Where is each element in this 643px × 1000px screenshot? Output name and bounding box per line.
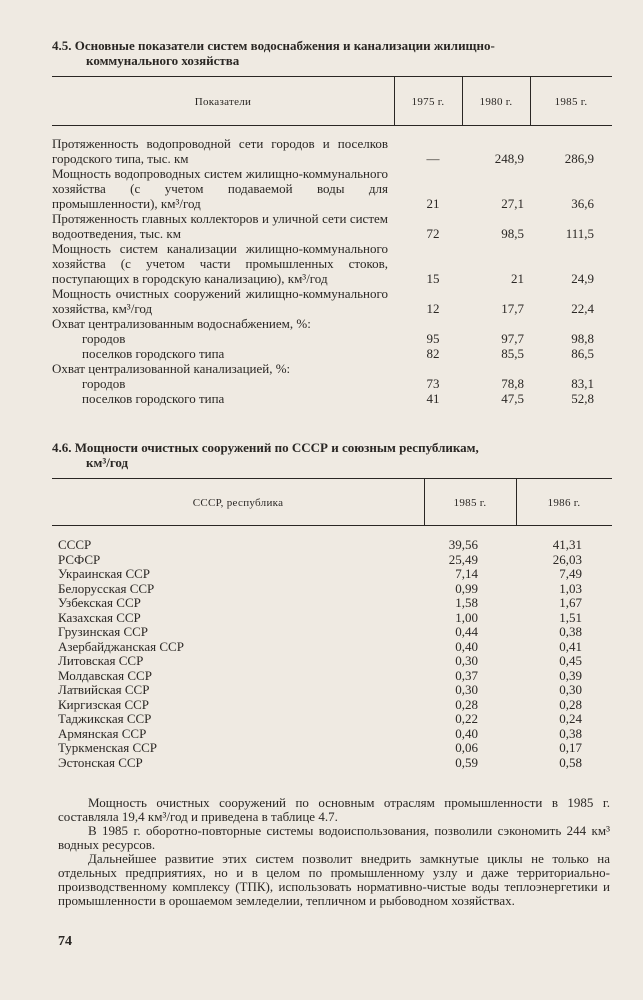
value-1986: 1,03 [559,580,582,596]
value-1986: 1,67 [559,595,582,610]
value-1985: 52,8 [571,391,594,406]
republic-name: СССР [58,537,92,552]
value-1985: 0,59 [455,754,478,770]
value-1985: 0,06 [455,740,478,755]
table-4-6-header-rule [52,525,612,526]
republic-name: Туркменская ССР [58,740,158,755]
value-1985: 36,6 [571,196,594,211]
table-row [52,166,612,211]
republic-name: Узбекская ССР [58,595,141,610]
republic-name: Казахская ССР [58,609,141,625]
value-1975: 73 [426,376,440,391]
value-1980: 248,9 [494,151,524,166]
republic-name: Литовская ССР [58,653,144,668]
value-1986: 1,51 [559,609,582,625]
value-1986: 26,03 [552,551,582,567]
row-label: поселков городского типа [82,391,225,406]
row-label: городов [82,376,126,391]
paragraph: Мощность очистных сооружений по основным отраслям промышленности в 1985 г. составляла 19,4 км³/год и приведена в таблице 4.7. [58,795,610,824]
value-1986: 7,49 [559,566,582,581]
table-4-5-header-rule [52,125,612,126]
table-4-6-title [52,440,612,470]
value-1985: 0,28 [455,696,478,712]
body-text [58,796,610,908]
value-1985: 1,00 [455,609,478,625]
value-1985: 7,14 [455,566,478,581]
republic-name: Киргизская ССР [58,696,150,712]
paragraph: Дальнейшее развитие этих систем позволит внедрить замкнутые циклы не только на отдельных предприятиях, но и в целом по промышленному узлу и даже территориально-производственному комплексу (ТПК), использовать нормативно-чистые воды теплоэнергетики и промышленности в орошаемом земледелии, тепличном и рыбоводном хозяйствах. [58,851,610,908]
table-row [58,756,598,771]
table-row [52,136,612,166]
row-label: Протяженность водопроводной сети городов и поселков городского типа, тыс. км [52,136,388,166]
value-1975: 12 [426,301,440,316]
value-1985: 1,58 [455,595,478,610]
table-4-5-header-1985: 1985 г. [554,96,588,108]
row-label: Мощность очистных сооружений жилищно-коммунального хозяйства, км³/год [52,286,388,316]
table-4-6-title-line1: Мощности очистных сооружений по СССР и союзным республикам, [74,440,479,455]
value-1985: 25,49 [448,551,478,567]
value-1980: 17,7 [501,301,524,316]
value-1986: 0,45 [559,653,582,668]
republic-name: Украинская ССР [58,566,151,581]
table-4-5-title [52,38,612,68]
value-1975: 72 [426,226,440,241]
table-4-5-header-1980: 1980 г. [479,96,513,108]
table-row [52,331,612,346]
value-1975: 41 [426,391,440,406]
paragraph: В 1985 г. оборотно-повторные системы водоиспользования, позволили сэкономить 244 км³ водных ресурсов. [58,823,610,852]
value-1985: 111,5 [565,226,594,241]
republic-name: Эстонская ССР [58,754,143,770]
table-row [58,669,598,684]
row-label: Мощность систем канализации жилищно-коммунального хозяйства (с учетом части промышленных стоков, поступающих в городскую канализацию), км³/год [52,241,388,286]
value-1980: 21 [511,271,524,286]
value-1975: 15 [426,271,440,286]
table-row [58,611,598,626]
table-row [58,741,598,756]
table-4-5-title-line1: Основные показатели систем водоснабжения и канализации жилищно- [74,38,495,53]
republic-name: Молдавская ССР [58,667,152,683]
republic-name: Белорусская ССР [58,580,155,596]
value-1986: 41,31 [552,537,582,552]
value-1985: 0,40 [455,725,478,741]
table-4-5-header-indicator: Показатели [194,96,252,108]
value-1985: 0,44 [455,624,478,639]
table-row [58,567,598,582]
table-row [58,625,598,640]
row-label: Охват централизованной канализацией, %: [52,361,291,376]
table-row [58,654,598,669]
value-1986: 0,38 [559,725,582,741]
row-label: Протяженность главных коллекторов и уличной сети систем водоотведения, тыс. км [52,211,388,241]
page-number: 74 [58,934,72,949]
value-1985: 0,99 [455,580,478,596]
value-1985: 86,5 [571,346,594,361]
value-1985: 0,40 [455,638,478,654]
value-1980: 85,5 [501,346,524,361]
value-1986: 0,39 [559,667,582,683]
table-row [52,316,612,331]
table-4-5-title-line2: коммунального хозяйства [86,53,240,68]
value-1985: 0,30 [455,653,478,668]
republic-name: Азербайджанская ССР [58,638,184,654]
value-1975: 21 [426,196,440,211]
table-row [58,727,598,742]
table-row [52,376,612,391]
table-4-6-body [58,538,598,770]
value-1985: 0,30 [455,682,478,697]
table-4-6-number: 4.6. [52,440,72,455]
table-row [52,346,612,361]
value-1986: 0,28 [559,696,582,712]
table-row [58,538,598,553]
table-row [52,286,612,316]
value-1980: 27,1 [501,196,524,211]
value-1985: 22,4 [571,301,594,316]
value-1986: 0,30 [559,682,582,697]
table-4-6-top-rule [52,478,612,479]
row-label: Охват централизованным водоснабжением, %: [52,316,311,331]
republic-name: Грузинская ССР [58,624,149,639]
table-row [52,211,612,241]
table-4-6-header-republic: СССР, республика [192,497,284,509]
table-4-5-body [52,136,612,406]
table-row [58,698,598,713]
table-row [58,712,598,727]
value-1986: 0,24 [559,711,582,726]
table-4-6-header-1986: 1986 г. [547,497,581,509]
row-label: городов [82,331,126,346]
value-1986: 0,38 [559,624,582,639]
table-row [52,241,612,286]
value-1980: 78,8 [501,376,524,391]
table-4-5-top-rule [52,76,612,77]
table-4-5-header-1975: 1975 г. [411,96,445,108]
row-label: поселков городского типа [82,346,225,361]
value-1975: 82 [426,346,440,361]
table-row [52,391,612,406]
table-row [58,640,598,655]
table-4-5-number: 4.5. [52,38,72,53]
republic-name: Таджикская ССР [58,711,152,726]
table-row [58,596,598,611]
value-1985: 286,9 [564,151,594,166]
republic-name: Латвийская ССР [58,682,150,697]
value-1986: 0,17 [559,740,582,755]
table-row [58,582,598,597]
table-row [58,683,598,698]
republic-name: Армянская ССР [58,725,147,741]
value-1975: 95 [426,331,440,346]
value-1985: 24,9 [571,271,594,286]
value-1980: 97,7 [501,331,524,346]
value-1985: 83,1 [571,376,594,391]
value-1985: 0,22 [455,711,478,726]
republic-name: РСФСР [58,551,101,567]
value-1986: 0,41 [559,638,582,654]
value-1980: 47,5 [501,391,524,406]
table-4-6-title-line2: км³/год [86,455,129,470]
row-label: Мощность водопроводных систем жилищно-коммунального хозяйства (с учетом подаваемой воды для промышленности), км³/год [52,166,388,211]
value-1985: 98,8 [571,331,594,346]
value-1986: 0,58 [559,754,582,770]
value-1975: — [426,151,440,166]
table-row [58,553,598,568]
value-1985: 39,56 [448,537,478,552]
value-1980: 98,5 [501,226,524,241]
value-1985: 0,37 [455,667,478,683]
table-4-6-header-1985: 1985 г. [453,497,487,509]
table-row [52,361,612,376]
